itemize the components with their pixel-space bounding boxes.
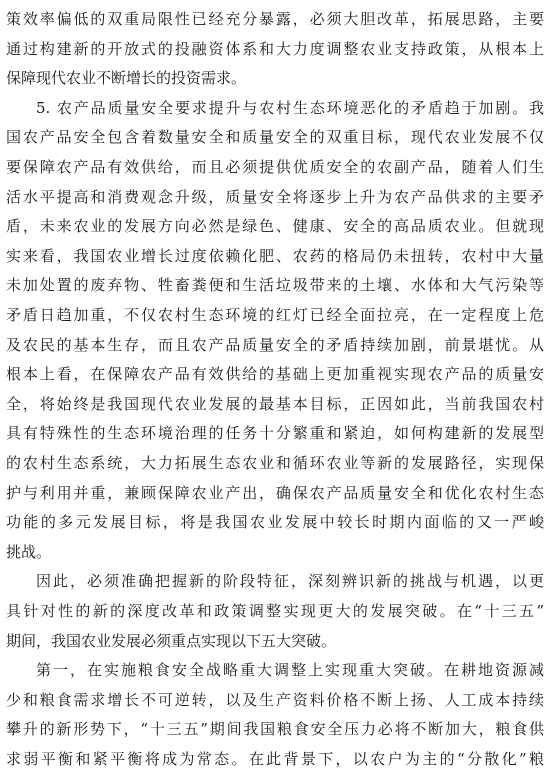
text-line: 保障现代农业不断增长的投资需求。 (6, 69, 247, 88)
text-line: 未加处置的废弃物、牲畜粪便和生活垃圾带来的土壤、水体和大气污染等 (6, 276, 544, 295)
text-line: 攀升的新形势下，“十三五”期间我国粮食安全压力必将不断加大，粮食供 (6, 720, 544, 739)
text-line: 因此，必须准确把握新的阶段特征，深刻辨识新的挑战与机遇，以更 (36, 572, 544, 591)
text-line: 5. 农产品质量安全要求提升与农村生态环境恶化的矛盾趋于加剧。我 (36, 98, 544, 117)
text-line: 第一，在实施粮食安全战略重大调整上实现重大突破。在耕地资源减 (36, 661, 544, 680)
text-line: 护与利用并重，兼顾保障农业产出，确保农产品质量安全和优化农村生态 (6, 483, 544, 502)
text-line: 少和粮食需求增长不可逆转，以及生产资料价格不断上扬、人工成本持续 (6, 690, 544, 709)
text-line: 根本上看，在保障农产品有效供给的基础上更加重视实现农产品的质量安 (6, 365, 544, 384)
text-line: 具有特殊性的生态环境治理的任务十分繁重和紧迫，如何构建新的发展型 (6, 424, 544, 443)
text-line: 要保障农产品有效供给，而且必须提供优质安全的农副产品，随着人们生 (6, 158, 544, 176)
text-line: 国农产品安全包含着数量安全和质量安全的双重目标，现代农业发展不仅 (6, 128, 544, 147)
text-line: 具针对性的新的深度改革和政策调整实现更大的发展突破。在“十三五” (6, 602, 544, 620)
text-line: 活水平提高和消费观念升级，质量安全将逐步上升为农产品供求的主要矛 (6, 187, 544, 206)
text-line: 实来看，我国农业增长过度依赖化肥、农药的格局仍未扭转，农村中大量 (6, 246, 544, 265)
text-line: 矛盾日趋加重，不仅农村生态环境的红灯已经全面拉亮，在一定程度上危 (6, 306, 544, 324)
text-line: 策效率偏低的双重局限性已经充分暴露，必须大胆改革，拓展思路，主要 (6, 10, 544, 28)
text-line: 及农民的基本生存，而且农产品质量安全的矛盾持续加剧，前景堪忧。从 (6, 335, 544, 354)
text-line: 通过构建新的开放式的投融资体系和大力度调整农业支持政策，从根本上 (6, 39, 544, 58)
text-line: 功能的多元发展目标，将是我国农业发展中较长时期内面临的又一严峻 (6, 513, 544, 532)
text-line: 期间，我国农业发展必须重点实现以下五大突破。 (6, 631, 337, 650)
text-line: 的农村生态系统，大力拓展生态农业和循环农业等新的发展路径，实现保 (6, 454, 544, 472)
text-line: 求弱平衡和紧平衡将成为常态。在此背景下，以农户为主的“分散化”粮 (6, 750, 544, 768)
text-line: 挑战。 (6, 542, 52, 561)
text-line: 全，将始终是我国现代农业发展的最基本目标，正因如此，当前我国农村 (6, 394, 544, 413)
text-line: 盾，未来农业的发展方向必然是绿色、健康、安全的高品质农业。但就现 (6, 217, 544, 236)
